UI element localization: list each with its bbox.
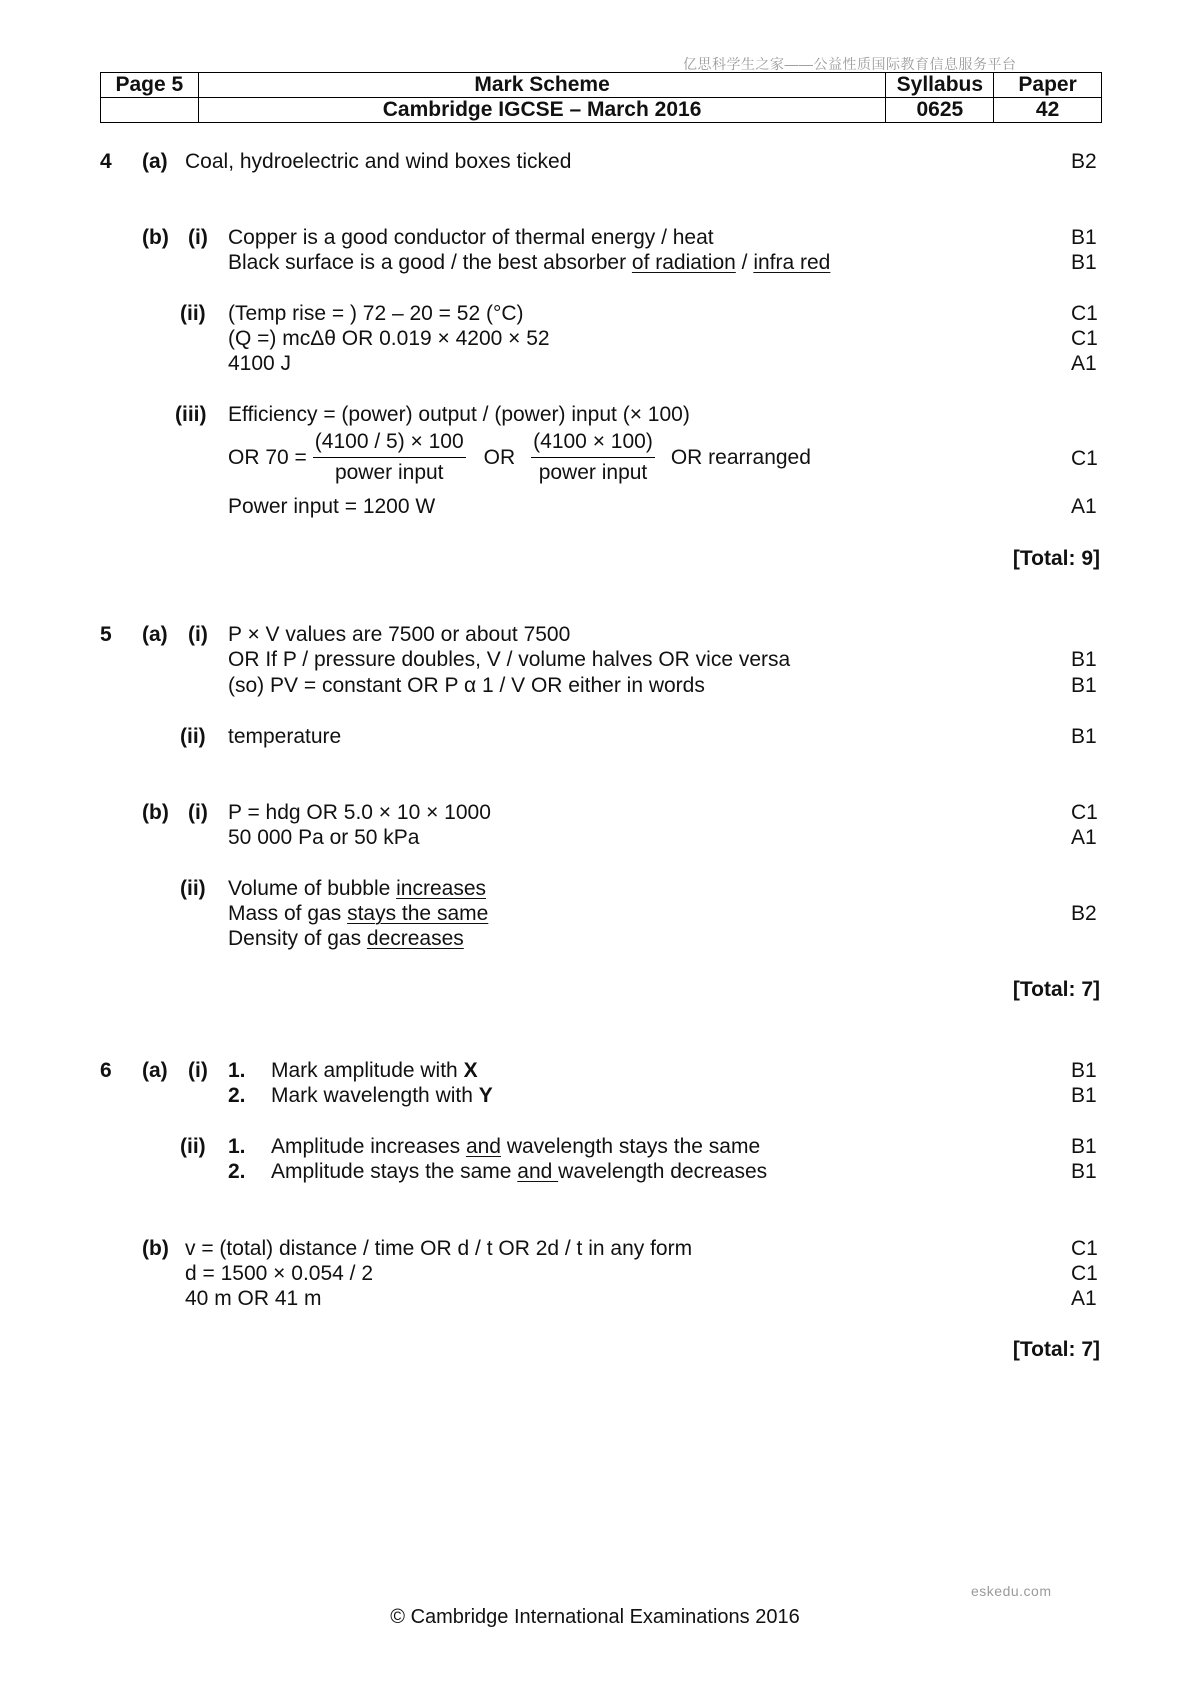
part-label: (b)	[142, 1237, 169, 1260]
fraction-denominator: power input	[334, 461, 444, 484]
text-segment: Mark amplitude with	[271, 1059, 464, 1082]
text-segment: Density of gas	[228, 927, 367, 950]
answer-text	[271, 1084, 493, 1108]
answer-text: 4100 J	[228, 352, 292, 375]
question-number: 4	[100, 150, 112, 173]
subpart-label: (ii)	[180, 725, 206, 748]
text-segment: Mass of gas	[228, 902, 348, 925]
syllabus-label: Syllabus	[886, 73, 994, 98]
mark: A1	[1071, 1287, 1097, 1310]
question-number: 5	[100, 623, 112, 646]
answer-text: P = hdg OR 5.0 × 10 × 1000	[228, 801, 491, 824]
subpart-label: (ii)	[180, 877, 206, 900]
text-segment: Mark wavelength with	[271, 1084, 479, 1107]
fraction-numerator: (4100 / 5) × 100	[313, 430, 466, 458]
watermark-top: 亿思科学生之家——公益性质国际教育信息服务平台	[683, 56, 1017, 72]
syllabus-code: 0625	[886, 98, 994, 123]
answer-text: (Temp rise = ) 72 – 20 = 52 (°C)	[228, 302, 524, 325]
part-label: (a)	[142, 623, 168, 646]
answer-text	[228, 251, 830, 275]
mark: C1	[1071, 801, 1098, 824]
underlined-keyword: infra red	[753, 251, 831, 274]
mark: B1	[1071, 1160, 1097, 1183]
answer-text	[228, 877, 486, 901]
underlined-keyword: stays the same	[347, 902, 489, 925]
answer-text	[271, 1059, 478, 1083]
question-number: 6	[100, 1059, 112, 1082]
paper-number: 42	[994, 98, 1102, 123]
answer-text: (so) PV = constant OR P α 1 / V OR either in words	[228, 674, 705, 697]
underlined-keyword: and	[517, 1160, 559, 1183]
subpart-label: (i)	[188, 801, 208, 824]
total-marks: [Total: 9]	[1012, 547, 1100, 570]
answer-text: Coal, hydroelectric and wind boxes ticked	[185, 150, 572, 173]
fraction-denominator: power input	[538, 461, 648, 484]
answer-text: (Q =) mcΔθ OR 0.019 × 4200 × 52	[228, 327, 550, 350]
item-number: 1.	[228, 1059, 246, 1082]
mark: B2	[1071, 150, 1097, 173]
underlined-keyword: increases	[396, 877, 487, 900]
answer-text	[271, 1160, 767, 1184]
total-marks: [Total: 7]	[1012, 1338, 1100, 1361]
underlined-keyword: of radiation	[631, 251, 736, 274]
fraction-line	[228, 430, 811, 485]
answer-text: temperature	[228, 725, 342, 748]
bold-letter: X	[463, 1059, 478, 1082]
mark: C1	[1071, 302, 1098, 325]
answer-text: 40 m OR 41 m	[185, 1287, 322, 1310]
subpart-label: (iii)	[175, 403, 207, 426]
answer-text: 50 000 Pa or 50 kPa	[228, 826, 420, 849]
item-number: 2.	[228, 1084, 246, 1107]
mark: B1	[1071, 1084, 1097, 1107]
page-number-blank	[101, 98, 199, 123]
answer-text: Copper is a good conductor of thermal energy / heat	[228, 226, 714, 249]
text-segment: Black surface is a good / the best absorber	[228, 251, 632, 274]
mark: B1	[1071, 725, 1097, 748]
mark: C1	[1071, 1237, 1098, 1260]
answer-text: P × V values are 7500 or about 7500	[228, 623, 571, 646]
footer-copyright: © Cambridge International Examinations 2016	[390, 1606, 800, 1628]
answer-text: Efficiency = (power) output / (power) input (× 100)	[228, 403, 690, 426]
item-number: 2.	[228, 1160, 246, 1183]
subpart-label: (ii)	[180, 1135, 206, 1158]
paper-label: Paper	[994, 73, 1102, 98]
text-segment: OR rearranged	[670, 445, 811, 469]
watermark-bottom: eskedu.com	[971, 1583, 1052, 1599]
part-label: (b)	[142, 801, 169, 824]
subpart-label: (i)	[188, 623, 208, 646]
mark: B1	[1071, 648, 1097, 671]
answer-text: d = 1500 × 0.054 / 2	[185, 1262, 373, 1285]
total-marks: [Total: 7]	[1012, 978, 1100, 1001]
text-segment: Volume of bubble	[228, 877, 397, 900]
mark: B1	[1071, 251, 1097, 274]
part-label: (a)	[142, 1059, 168, 1082]
text-segment: OR 70 =	[228, 445, 307, 469]
answer-text: Power input = 1200 W	[228, 495, 436, 518]
text-segment: Amplitude stays the same	[271, 1160, 518, 1183]
answer-text: OR If P / pressure doubles, V / volume halves OR vice versa	[228, 648, 791, 671]
item-number: 1.	[228, 1135, 246, 1158]
header-table	[100, 72, 1102, 123]
mark: B1	[1071, 1135, 1097, 1158]
text-segment: Amplitude increases	[271, 1135, 466, 1158]
mark: C1	[1071, 1262, 1098, 1285]
answer-text: v = (total) distance / time OR d / t OR 2d / t in any form	[185, 1237, 693, 1260]
text-segment: wavelength decreases	[558, 1160, 768, 1183]
mark: A1	[1071, 826, 1097, 849]
answer-text	[228, 902, 488, 926]
mark: A1	[1071, 495, 1097, 518]
mark: B1	[1071, 1059, 1097, 1082]
subpart-label: (i)	[188, 226, 208, 249]
mark: B2	[1071, 902, 1097, 925]
text-segment: wavelength stays the same	[500, 1135, 761, 1158]
answer-text	[271, 1135, 760, 1159]
mark: A1	[1071, 352, 1097, 375]
exam-title: Cambridge IGCSE – March 2016	[198, 98, 886, 123]
mark: C1	[1071, 327, 1098, 350]
mark-scheme-title: Mark Scheme	[198, 73, 886, 98]
text-segment: OR	[483, 445, 516, 469]
bold-letter: Y	[478, 1084, 493, 1107]
text-segment: /	[735, 251, 754, 274]
answer-text	[228, 927, 464, 951]
mark: C1	[1071, 447, 1098, 470]
fraction-numerator: (4100 × 100)	[531, 430, 655, 458]
underlined-keyword: decreases	[366, 927, 464, 950]
mark: B1	[1071, 226, 1097, 249]
fraction	[313, 430, 466, 485]
part-label: (b)	[142, 226, 169, 249]
fraction	[531, 430, 655, 485]
part-label: (a)	[142, 150, 168, 173]
underlined-keyword: and	[465, 1135, 501, 1158]
subpart-label: (i)	[188, 1059, 208, 1082]
subpart-label: (ii)	[180, 302, 206, 325]
mark: B1	[1071, 674, 1097, 697]
page-number: Page 5	[101, 73, 199, 98]
